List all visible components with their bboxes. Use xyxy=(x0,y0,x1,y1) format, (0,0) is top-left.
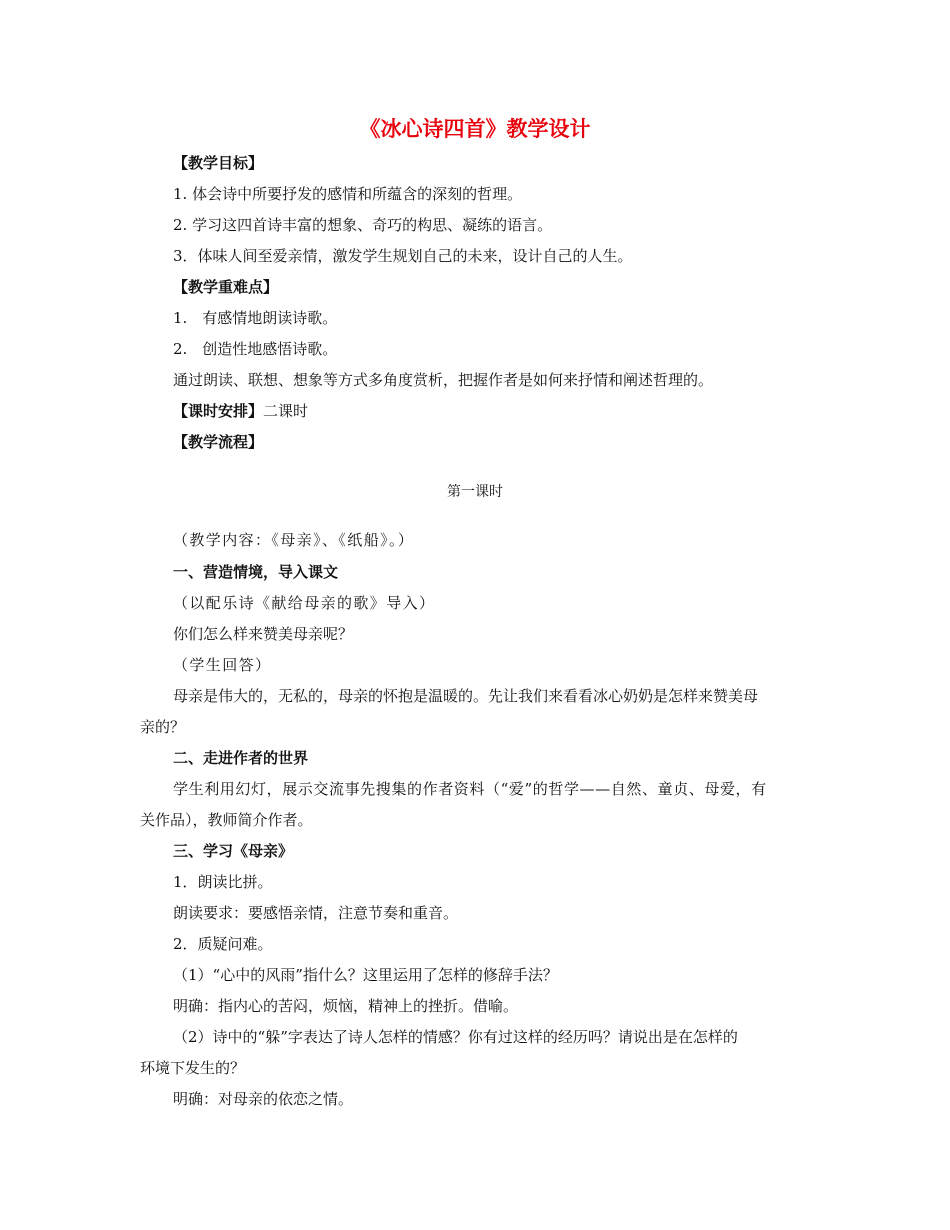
schedule-heading: 【课时安排】 xyxy=(173,402,264,420)
section-1-para-4a: 母亲是伟大的，无私的，母亲的怀抱是温暖的。先让我们来看看冰心奶奶是怎样来赞美母 xyxy=(173,687,759,705)
key-point-2: 2. 创造性地感悟诗歌。 xyxy=(173,340,338,358)
section-1-para-1: （以配乐诗《献给母亲的歌》导入） xyxy=(173,594,436,612)
section-2-heading: 二、走进作者的世界 xyxy=(173,749,309,767)
section-3-para-3: 2．质疑问难。 xyxy=(173,935,273,953)
section-3-question-1: （1）“心中的风雨”指什么？这里运用了怎样的修辞手法？ xyxy=(173,966,558,984)
section-3-heading: 三、学习《母亲》 xyxy=(173,842,294,860)
goals-heading: 【教学目标】 xyxy=(173,154,264,172)
flow-heading: 【教学流程】 xyxy=(173,433,264,451)
schedule-value: 二课时 xyxy=(263,402,309,420)
section-3-para-2: 朗读要求：要感悟亲情，注意节奏和重音。 xyxy=(173,904,459,922)
goal-item-3: 3．体味人间至爱亲情，激发学生规划自己的未来，设计自己的人生。 xyxy=(173,247,633,265)
document-title: 《冰心诗四首》教学设计 xyxy=(359,117,591,141)
section-1-heading: 一、营造情境，导入课文 xyxy=(173,563,339,581)
section-3-question-2b: 环境下发生的？ xyxy=(140,1059,246,1077)
section-1-para-4b: 亲的？ xyxy=(140,718,186,736)
schedule-line xyxy=(173,401,308,421)
section-2-para-1a: 学生利用幻灯，展示交流事先搜集的作者资料（“爱”的哲学——自然、童贞、母爱，有 xyxy=(173,780,767,798)
goal-item-2: 2. 学习这四首诗丰富的想象、奇巧的构思、凝练的语言。 xyxy=(173,216,553,234)
key-points-heading: 【教学重难点】 xyxy=(173,278,279,296)
section-3-answer-1: 明确：指内心的苦闷，烦恼，精神上的挫折。借喻。 xyxy=(173,997,519,1015)
section-1-para-2: 你们怎么样来赞美母亲呢？ xyxy=(173,625,354,643)
key-point-3: 通过朗读、联想、想象等方式多角度赏析，把握作者是如何来抒情和阐述哲理的。 xyxy=(173,371,714,389)
section-3-question-2a: （2）诗中的“躲”字表达了诗人怎样的情感？你有过这样的经历吗？请说出是在怎样的 xyxy=(173,1028,738,1046)
key-point-1: 1. 有感情地朗读诗歌。 xyxy=(173,309,338,327)
section-3-answer-2: 明确：对母亲的依恋之情。 xyxy=(173,1090,354,1108)
section-1-para-3: （学生回答） xyxy=(173,656,272,674)
section-3-para-1: 1．朗读比拼。 xyxy=(173,873,273,891)
goal-item-1: 1. 体会诗中所要抒发的感情和所蕴含的深刻的哲理。 xyxy=(173,185,523,203)
lesson-title: 第一课时 xyxy=(447,484,503,500)
section-2-para-1b: 关作品），教师简介作者。 xyxy=(140,811,313,829)
lesson-content: （教学内容：《母亲》、《纸船》。） xyxy=(173,531,415,549)
